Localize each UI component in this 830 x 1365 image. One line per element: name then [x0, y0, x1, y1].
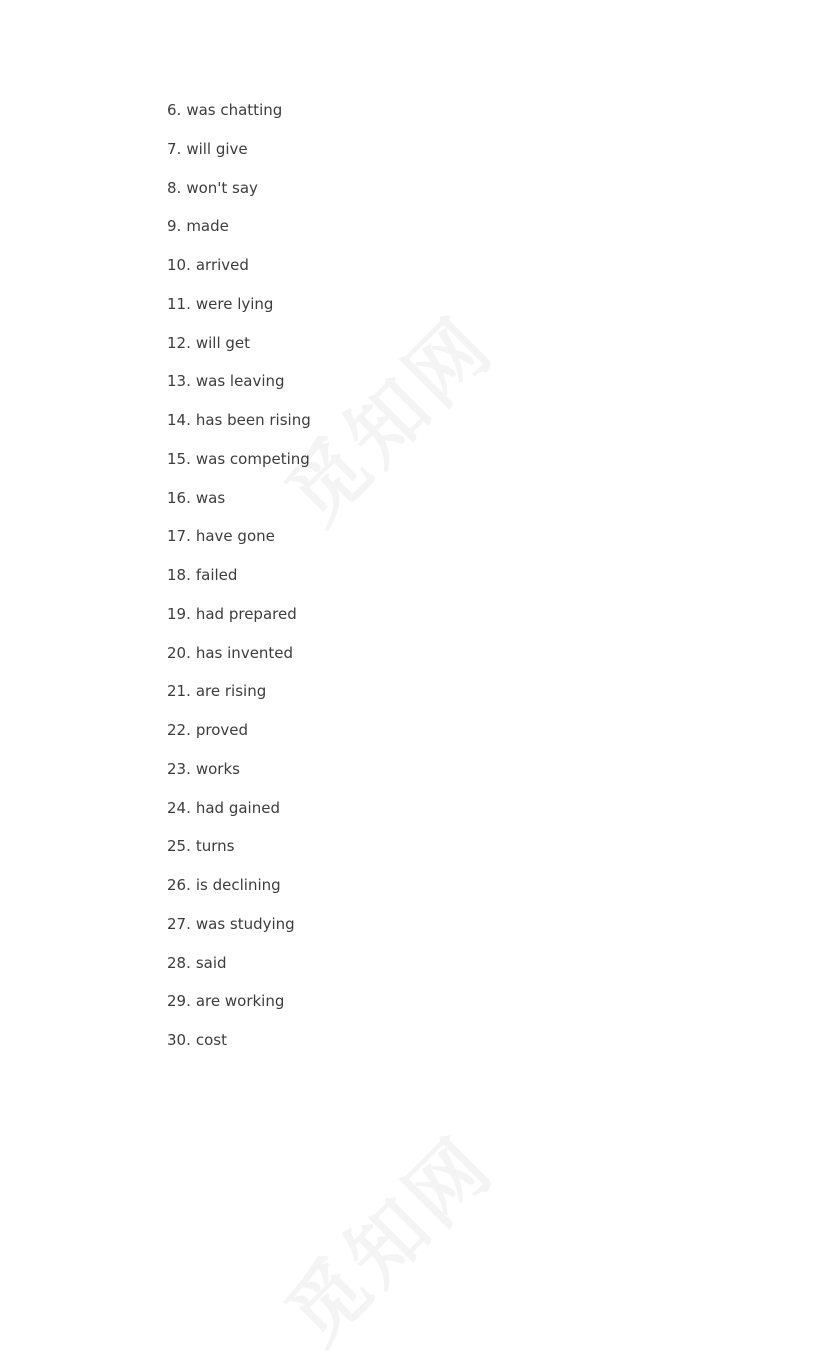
answer-item: 7. will give: [167, 139, 248, 158]
answer-item: 25. turns: [167, 837, 235, 856]
answer-item: 16. was: [167, 488, 226, 507]
answer-item: 26. is declining: [167, 876, 281, 894]
answer-item: 21. are rising: [167, 682, 267, 701]
answer-item: 22. proved: [167, 721, 249, 739]
answer-item: 9. made: [167, 217, 229, 236]
answer-item: 18. failed: [167, 566, 238, 584]
answer-item: 27. was studying: [167, 914, 295, 933]
answer-item: 11. were lying: [167, 294, 274, 313]
answer-item: 15. was competing: [167, 449, 310, 468]
answer-item: 12. will get: [167, 333, 251, 352]
answer-item: 13. was leaving: [167, 372, 285, 391]
answer-item: 6. was chatting: [167, 101, 283, 119]
answer-item: 29. are working: [167, 992, 285, 1011]
answer-item: 20. has invented: [167, 643, 294, 662]
answer-item: 19. had prepared: [167, 604, 297, 623]
answer-list: [167, 99, 311, 1068]
answer-item: 30. cost: [167, 1031, 227, 1049]
answer-item: 28. said: [167, 953, 227, 972]
answer-item: 17. have gone: [167, 527, 275, 546]
watermark: [257, 1107, 514, 1364]
answer-item: 14. has been rising: [167, 411, 311, 429]
answer-item: 8. won't say: [167, 178, 258, 197]
answer-item: 24. had gained: [167, 798, 280, 817]
answer-item: 10. arrived: [167, 256, 249, 274]
answer-item: 23. works: [167, 759, 240, 778]
